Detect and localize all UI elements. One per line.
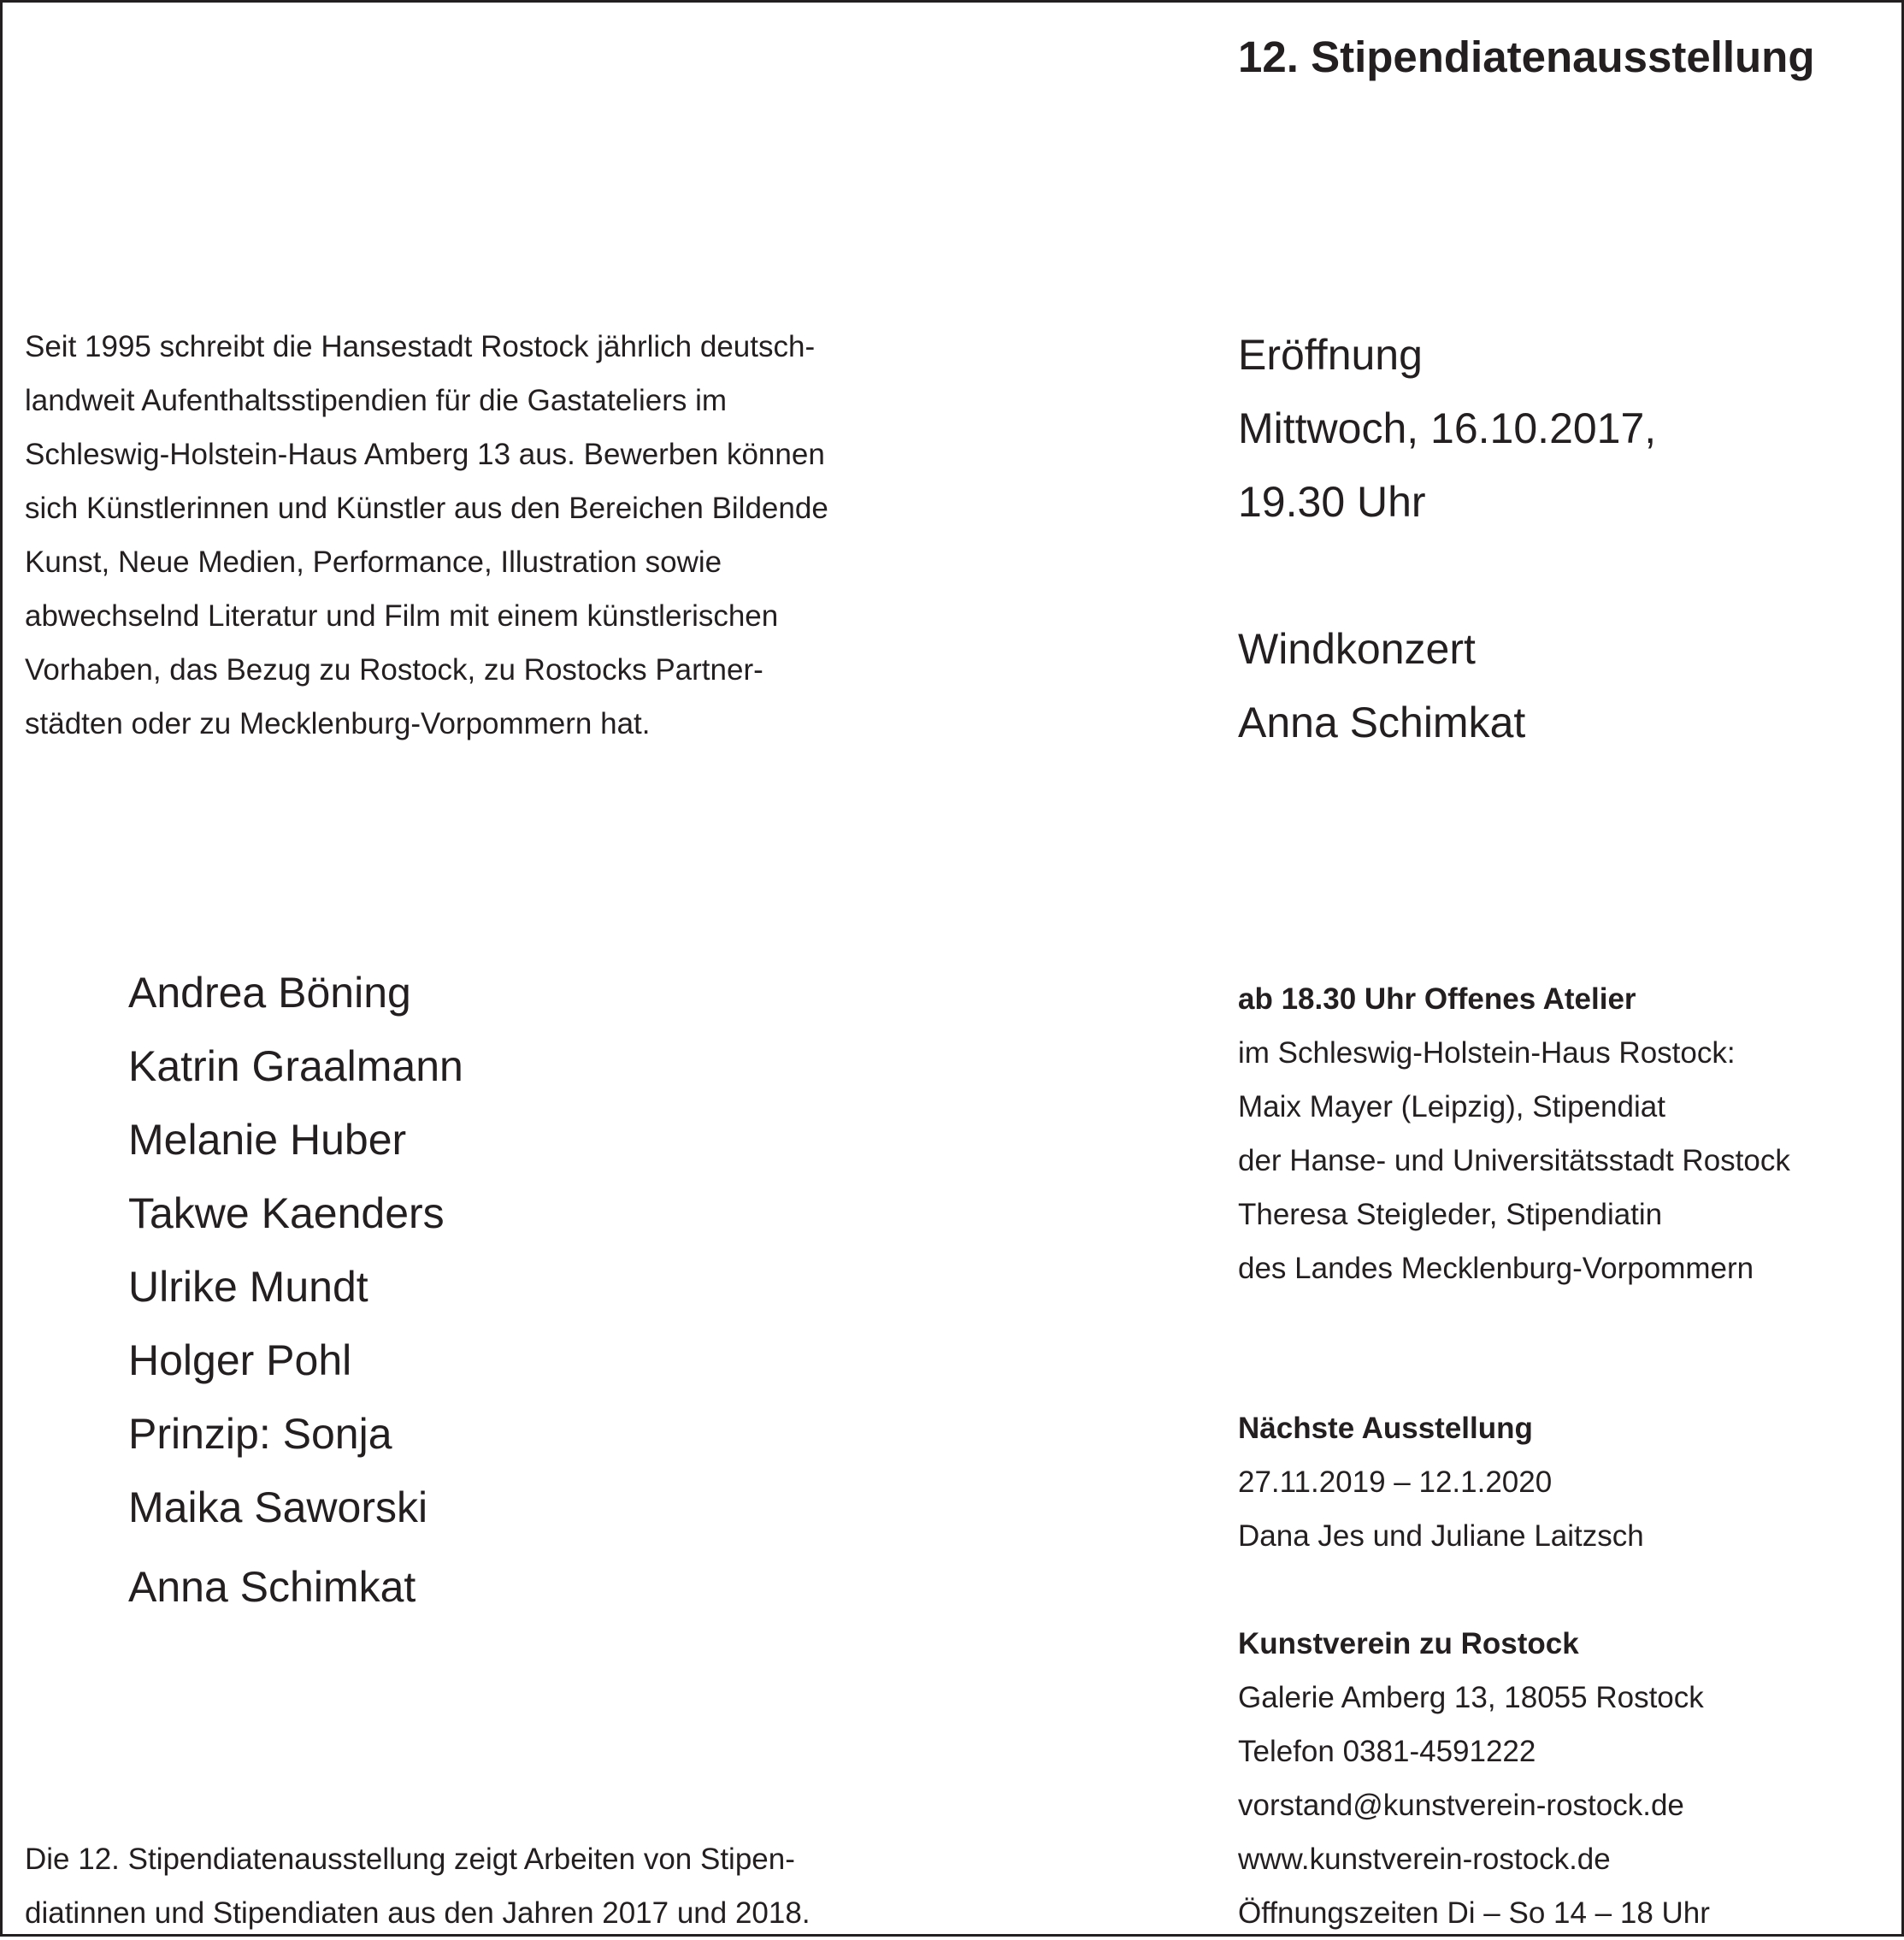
intro-line: städten oder zu Mecklenburg-Vorpommern hat. (25, 707, 651, 740)
page-title: 12. Stipendiatenausstellung (1238, 32, 1815, 81)
atelier-line: der Hanse- und Universitätsstadt Rostock (1238, 1144, 1790, 1177)
next-exhibition-heading: Nächste Ausstellung (1238, 1412, 1533, 1445)
opening-time: 19.30 Uhr (1238, 478, 1426, 526)
footer-line: diatinnen und Stipendiaten aus den Jahren 2017 und 2018. (25, 1896, 811, 1930)
spacer (1238, 539, 1656, 612)
artist-name: Holger Pohl (128, 1336, 352, 1384)
intro-line: abwechselnd Literatur und Film mit einem künstlerischen (25, 599, 779, 633)
contact-email: vorstand@kunstverein-rostock.de (1238, 1789, 1684, 1822)
intro-line: Schleswig-Holstein-Haus Amberg 13 aus. Bewerben können (25, 438, 825, 471)
next-exhibition-dates: 27.11.2019 – 12.1.2020 (1238, 1465, 1553, 1499)
artist-name: Prinzip: Sonja (128, 1410, 392, 1458)
next-exhibition-block (1238, 1401, 1644, 1563)
artist-name: Andrea Böning (128, 969, 411, 1017)
concert-heading: Windkonzert (1238, 625, 1476, 673)
atelier-heading: ab 18.30 Uhr Offenes Atelier (1238, 982, 1636, 1016)
atelier-line: des Landes Mecklenburg-Vorpommern (1238, 1252, 1754, 1285)
contact-block (1238, 1617, 1710, 1940)
artist-name: Maika Saworski (128, 1483, 428, 1531)
artist-name: Ulrike Mundt (128, 1263, 368, 1311)
atelier-line: im Schleswig-Holstein-Haus Rostock: (1238, 1036, 1736, 1070)
contact-phone: Telefon 0381-4591222 (1238, 1735, 1536, 1768)
opening-date: Mittwoch, 16.10.2017, (1238, 404, 1657, 452)
atelier-line: Theresa Steigleder, Stipendiatin (1238, 1198, 1663, 1231)
footer-line: Die 12. Stipendiatenausstellung zeigt Arbeiten von Stipen- (25, 1843, 795, 1876)
artist-list (128, 956, 463, 1624)
intro-line: Kunst, Neue Medien, Performance, Illustration sowie (25, 545, 722, 579)
intro-paragraph (25, 320, 931, 751)
next-exhibition-artists: Dana Jes und Juliane Laitzsch (1238, 1519, 1644, 1553)
opening-hours: Öffnungszeiten Di – So 14 – 18 Uhr (1238, 1896, 1710, 1930)
footer-paragraph (25, 1832, 811, 1940)
intro-line: sich Künstlerinnen und Künstler aus den Bereichen Bildende (25, 492, 828, 525)
open-atelier-block (1238, 972, 1790, 1295)
artist-name: Melanie Huber (128, 1116, 407, 1164)
contact-website: www.kunstverein-rostock.de (1238, 1843, 1611, 1876)
intro-line: landweit Aufenthaltsstipendien für die Gastateliers im (25, 384, 728, 417)
artist-name: Anna Schimkat (128, 1563, 416, 1611)
concert-artist: Anna Schimkat (1238, 699, 1526, 746)
atelier-line: Maix Mayer (Leipzig), Stipendiat (1238, 1090, 1665, 1123)
artist-name: Takwe Kaenders (128, 1189, 445, 1237)
opening-heading: Eröffnung (1238, 331, 1423, 379)
opening-block (1238, 318, 1656, 759)
contact-address: Galerie Amberg 13, 18055 Rostock (1238, 1681, 1704, 1714)
contact-heading: Kunstverein zu Rostock (1238, 1627, 1579, 1660)
intro-line: Vorhaben, das Bezug zu Rostock, zu Rostocks Partner- (25, 653, 763, 687)
artist-name: Katrin Graalmann (128, 1042, 463, 1090)
intro-line: Seit 1995 schreibt die Hansestadt Rostock jährlich deutsch- (25, 330, 816, 363)
